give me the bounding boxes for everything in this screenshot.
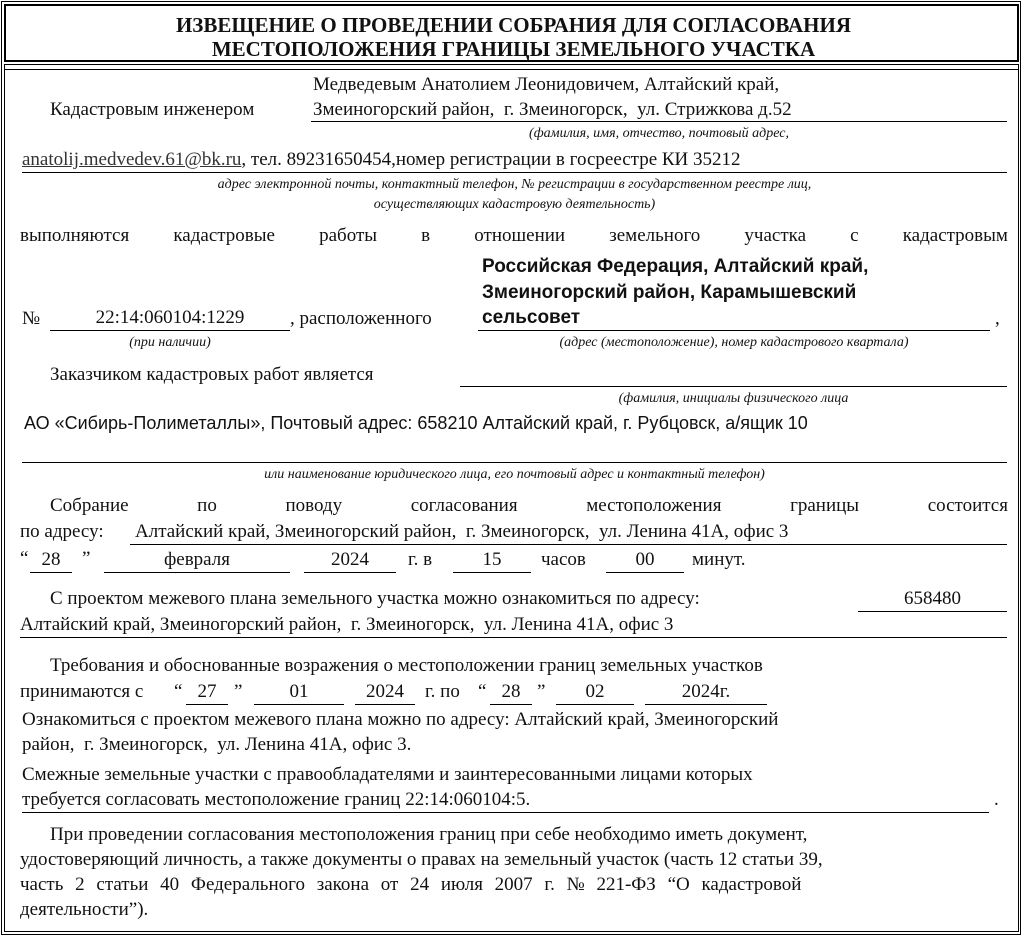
- word: поводу: [285, 495, 343, 516]
- to-day-underline: [490, 704, 532, 705]
- quote-close-2: ”: [234, 681, 243, 702]
- address-hint: (адрес (местоположение), номер кадастрового квартала): [559, 335, 909, 350]
- quote-close-3: ”: [537, 681, 546, 702]
- engineer-underline: [311, 121, 1007, 122]
- quote-open: “: [20, 548, 29, 569]
- adjacent-line-1: Смежные земельные участки с правообладателями и заинтересованными лицами которых: [22, 764, 753, 785]
- minute-underline: [606, 572, 684, 573]
- works-intro: [20, 225, 1008, 247]
- engineer-name-line-2: Змеиногорский район, г. Змеиногорск, ул. Стрижкова д.52: [313, 99, 792, 120]
- word: земельного: [609, 225, 701, 246]
- accepted-label: принимаются с: [20, 681, 144, 702]
- adjacent-underline: [22, 812, 989, 813]
- word: по: [197, 495, 217, 516]
- customer-label: Заказчиком кадастровых работ является: [50, 364, 374, 385]
- word: кадастровым: [902, 225, 1008, 246]
- word: работы: [319, 225, 378, 246]
- day-underline: [30, 572, 72, 573]
- title-line-1: ИЗВЕЩЕНИЕ О ПРОВЕДЕНИИ СОБРАНИЯ ДЛЯ СОГЛАСОВАНИЯ: [175, 13, 852, 37]
- to-year-underline: [645, 704, 767, 705]
- footer-line-1: При проведении согласования местоположения границ при себе необходимо иметь документ,: [50, 824, 808, 845]
- word: Собрание: [50, 495, 129, 516]
- to-label: г. по: [425, 681, 460, 702]
- to-day: 28: [501, 681, 521, 702]
- meeting-line-1: [50, 495, 1008, 517]
- cadastral-number-underline: [50, 330, 290, 331]
- engineer-label: Кадастровым инженером: [50, 99, 255, 120]
- word: участка: [744, 225, 807, 246]
- project-postcode: 658480: [904, 588, 961, 609]
- meeting-address: Алтайский край, Змеиногорский район, г. Змеиногорск, ул. Ленина 41А, офис 3: [135, 521, 789, 542]
- customer-hint-1: (фамилия, инициалы физического лица: [618, 391, 849, 406]
- address-line-3: сельсовет: [482, 307, 581, 328]
- word: состоится: [927, 495, 1008, 516]
- review-line-2: район, г. Змеиногорск, ул. Ленина 41А, офис 3.: [22, 734, 412, 755]
- contacts-underline: [22, 172, 1007, 173]
- customer-hint-2: или наименование юридического лица, его почтовый адрес и контактный телефон): [264, 467, 765, 482]
- word: выполняются: [20, 225, 130, 246]
- from-month: 01: [289, 681, 309, 702]
- number-label: №: [22, 308, 41, 329]
- from-month-underline: [254, 704, 344, 705]
- quote-open-2: “: [174, 681, 183, 702]
- adjacent-period: .: [994, 789, 999, 810]
- email-link[interactable]: anatolij.medvedev.61@bk.ru: [22, 149, 242, 170]
- meeting-minute: 00: [635, 549, 655, 570]
- title-line-2: МЕСТОПОЛОЖЕНИЯ ГРАНИЦЫ ЗЕМЕЛЬНОГО УЧАСТКА: [211, 37, 816, 61]
- project-address-underline: [20, 637, 1007, 638]
- project-label: С проектом межевого плана земельного участка можно ознакомиться по адресу:: [50, 588, 700, 609]
- hours-label: часов: [541, 549, 586, 570]
- footer-line-4: деятельности”).: [20, 899, 149, 920]
- footer-line-3: часть 2 статьи 40 Федерального закона от 24 июля 2007 г. № 221-ФЗ “О кадастровой: [20, 874, 802, 895]
- adjacent-line-2: требуется согласовать местоположение границ 22:14:060104:5.: [22, 789, 531, 810]
- objections-line-1: Требования и обоснованные возражения о местоположении границ земельных участков: [50, 655, 763, 676]
- address-line-1: Российская Федерация, Алтайский край,: [482, 256, 869, 277]
- word: согласования: [410, 495, 518, 516]
- meeting-year: 2024: [331, 549, 369, 570]
- engineer-contacts: [22, 149, 741, 171]
- postcode-underline: [858, 611, 1007, 612]
- meeting-hour: 15: [482, 549, 502, 570]
- hour-underline: [453, 572, 531, 573]
- engineer-name-line-1: Медведевым Анатолием Леонидовичем, Алтайский край,: [313, 74, 780, 95]
- project-address: Алтайский край, Змеиногорский район, г. Змеиногорск, ул. Ленина 41А, офис 3: [20, 614, 674, 635]
- number-hint: (при наличии): [129, 335, 211, 350]
- address-line-2: Змеиногорский район, Карамышевский: [482, 282, 857, 303]
- customer-underline-1: [460, 386, 1007, 387]
- title-box: [4, 4, 1019, 62]
- cadastral-number: 22:14:060104:1229: [95, 307, 245, 328]
- word: границы: [790, 495, 860, 516]
- from-day-underline: [186, 704, 228, 705]
- to-month-underline: [556, 704, 634, 705]
- quote-open-3: “: [478, 681, 487, 702]
- word: с: [850, 225, 859, 246]
- month-underline: [104, 572, 290, 573]
- quote-close: ”: [82, 548, 91, 569]
- minutes-label: минут.: [692, 549, 746, 570]
- word: кадастровые: [173, 225, 275, 246]
- to-month: 02: [585, 681, 605, 702]
- from-year: 2024: [366, 681, 404, 702]
- contacts-hint-2: осуществляющих кадастровую деятельность): [373, 197, 656, 212]
- from-year-underline: [355, 704, 415, 705]
- word: отношении: [474, 225, 566, 246]
- word: в: [421, 225, 431, 246]
- word: местоположения: [586, 495, 722, 516]
- meeting-address-label: по адресу:: [20, 521, 104, 542]
- to-year: 2024г.: [681, 681, 731, 702]
- meeting-address-underline: [130, 544, 1007, 545]
- contacts-text: , тел. 89231650454,номер регистрации в госреестре КИ 35212: [241, 149, 741, 170]
- meeting-day: 28: [41, 549, 61, 570]
- address-underline: [478, 330, 990, 331]
- meeting-month: февраля: [163, 549, 231, 570]
- address-comma: ,: [995, 308, 1000, 329]
- year-suffix: г. в: [408, 549, 433, 570]
- customer-value: АО «Сибирь-Полиметаллы», Почтовый адрес: 658210 Алтайский край, г. Рубцовск, а/ящик 10: [24, 413, 808, 433]
- engineer-hint: (фамилия, имя, отчество, почтовый адрес,: [529, 126, 789, 141]
- review-line-1: Ознакомиться с проектом межевого плана можно по адресу: Алтайский край, Змеиногорский: [22, 709, 779, 730]
- footer-line-2: удостоверяющий личность, а также документы о правах на земельный участок (часть 12 статьи 39,: [20, 849, 823, 870]
- year-underline: [304, 572, 396, 573]
- customer-underline-2: [22, 462, 1007, 463]
- from-day: 27: [197, 681, 217, 702]
- located-label: , расположенного: [290, 308, 432, 329]
- divider: [4, 69, 1019, 70]
- contacts-hint-1: адрес электронной почты, контактный телефон, № регистрации в государственном реестре лиц,: [217, 177, 812, 192]
